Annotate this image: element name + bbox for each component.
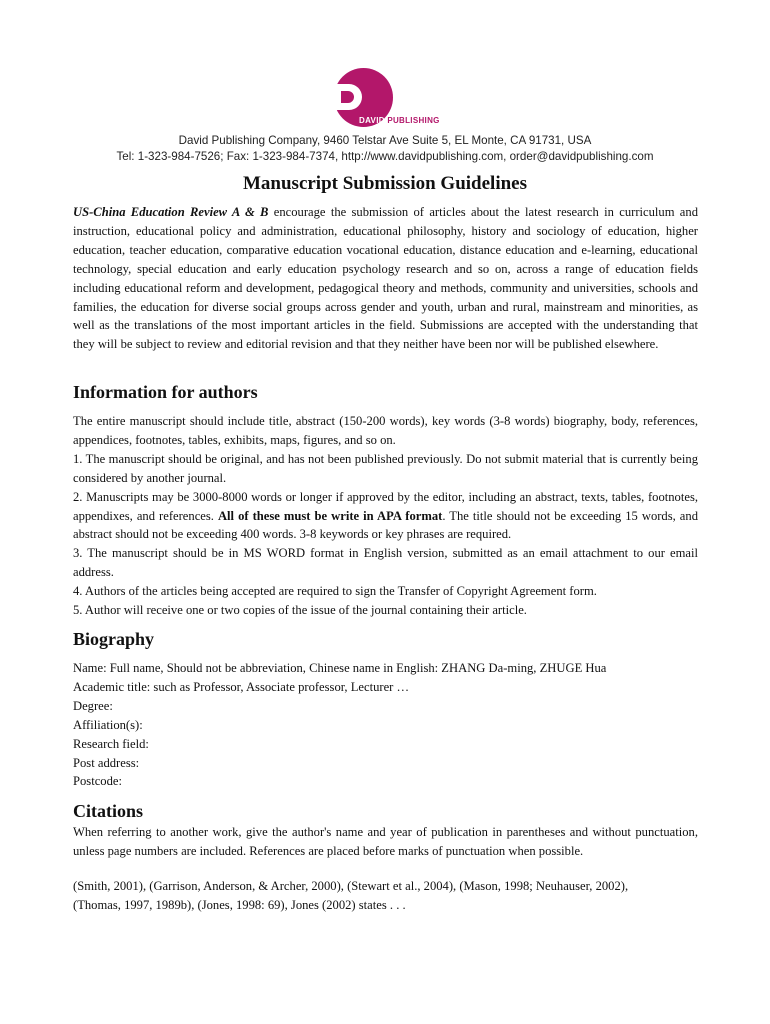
- bio-line: Degree:: [73, 698, 113, 713]
- info-item-5: 5. Author will receive one or two copies of the issue of the journal containing their article.: [73, 603, 527, 618]
- publisher-logo: [328, 68, 468, 128]
- bio-line: Post address:: [73, 755, 140, 770]
- info-item-2-b: . The title should not be exceeding 15 words, and abstract should not be exceeding 400 words. 3-8 keywords or key phrases are required.: [73, 508, 698, 542]
- company-address: David Publishing Company, 9460 Telstar Ave Suite 5, EL Monte, CA 91731, USA: [178, 134, 592, 147]
- bio-line: Postcode:: [73, 774, 122, 789]
- bio-line: Research field:: [73, 736, 149, 751]
- citations-text: When referring to another work, give the author's name and year of publication in parentheses and without punctuation, unless page numbers are included. References are placed before marks of punctuation when possible.: [73, 825, 698, 858]
- citation-examples: [73, 877, 698, 915]
- biography-section: [73, 659, 698, 791]
- info-section: [73, 412, 698, 620]
- page-title: Manuscript Submission Guidelines: [242, 173, 528, 194]
- biography-heading: Biography: [73, 629, 155, 649]
- apa-format-note: All of these must be write in APA format: [217, 508, 443, 523]
- info-item-3: 3. The manuscript should be in MS WORD format in English version, submitted as an email attachment to our email address.: [73, 546, 698, 580]
- bio-line: Name: Full name, Should not be abbreviation, Chinese name in English: ZHANG Da-ming, ZHUGE Hua: [73, 661, 607, 675]
- citations-heading: Citations: [73, 801, 144, 821]
- info-paragraph-0: The entire manuscript should include title, abstract (150-200 words), key words (3-8 words) biography, body, references, appendices, footnotes, tables, exhibits, maps, figures, and so on.: [73, 414, 698, 447]
- info-item-2-a: 2. Manuscripts may be 3000-8000 words or longer if approved by the editor, including an abstract, texts, tables, footnotes, appendixes, and references.: [73, 489, 698, 523]
- bio-line: Affiliation(s):: [73, 717, 143, 732]
- info-item-4: 4. Authors of the articles being accepted are required to sign the Transfer of Copyright Agreement form.: [73, 584, 597, 599]
- intro-text: encourage the submission of articles about the latest research in curriculum and instruction, educational policy and administration, educational philosophy, history and sociology of education, higher education, teacher education, comparative education vocational education, distance education and e-learning, educational technology, special education and early education psychology research and so on, across a range of education fields including educational reform and development, pedagogical theory and methods, community and universities, schools and families, the education for diverse social groups across gender and youth, urban and rural, mainstream and minorities, as well as the translations of the most important articles in the field. Submissions are accepted with the understanding that they will be subject to review and editorial revision and that they neither have been nor will be published elsewhere.: [73, 205, 698, 352]
- logo-word-text: PUBLISHING: [387, 116, 440, 125]
- logo-d-icon: [331, 82, 367, 112]
- citation-examples-line-1: (Smith, 2001), (Garrison, Anderson, & Archer, 2000), (Stewart et al., 2004), (Mason, 1998; Neuhauser, 2002),: [73, 879, 629, 893]
- intro-paragraph: [73, 203, 698, 354]
- logo-brand-text: DAVID: [359, 116, 385, 125]
- logo-wordmark: [359, 116, 469, 125]
- info-heading: Information for authors: [73, 382, 258, 402]
- journal-name: US-China Education Review A & B: [73, 205, 269, 219]
- info-item-2: [73, 488, 698, 545]
- citation-examples-line-2: (Thomas, 1997, 1989b), (Jones, 1998: 69), Jones (2002) states . . .: [73, 897, 406, 912]
- company-contact: Tel: 1-323-984-7526; Fax: 1-323-984-7374, http://www.davidpublishing.com, order@davidpublishing.com: [116, 150, 654, 163]
- info-item-1: 1. The manuscript should be original, and has not been published previously. Do not submit material that is currently being considered by another journal.: [73, 451, 698, 485]
- bio-line: Academic title: such as Professor, Associate professor, Lecturer …: [73, 679, 410, 694]
